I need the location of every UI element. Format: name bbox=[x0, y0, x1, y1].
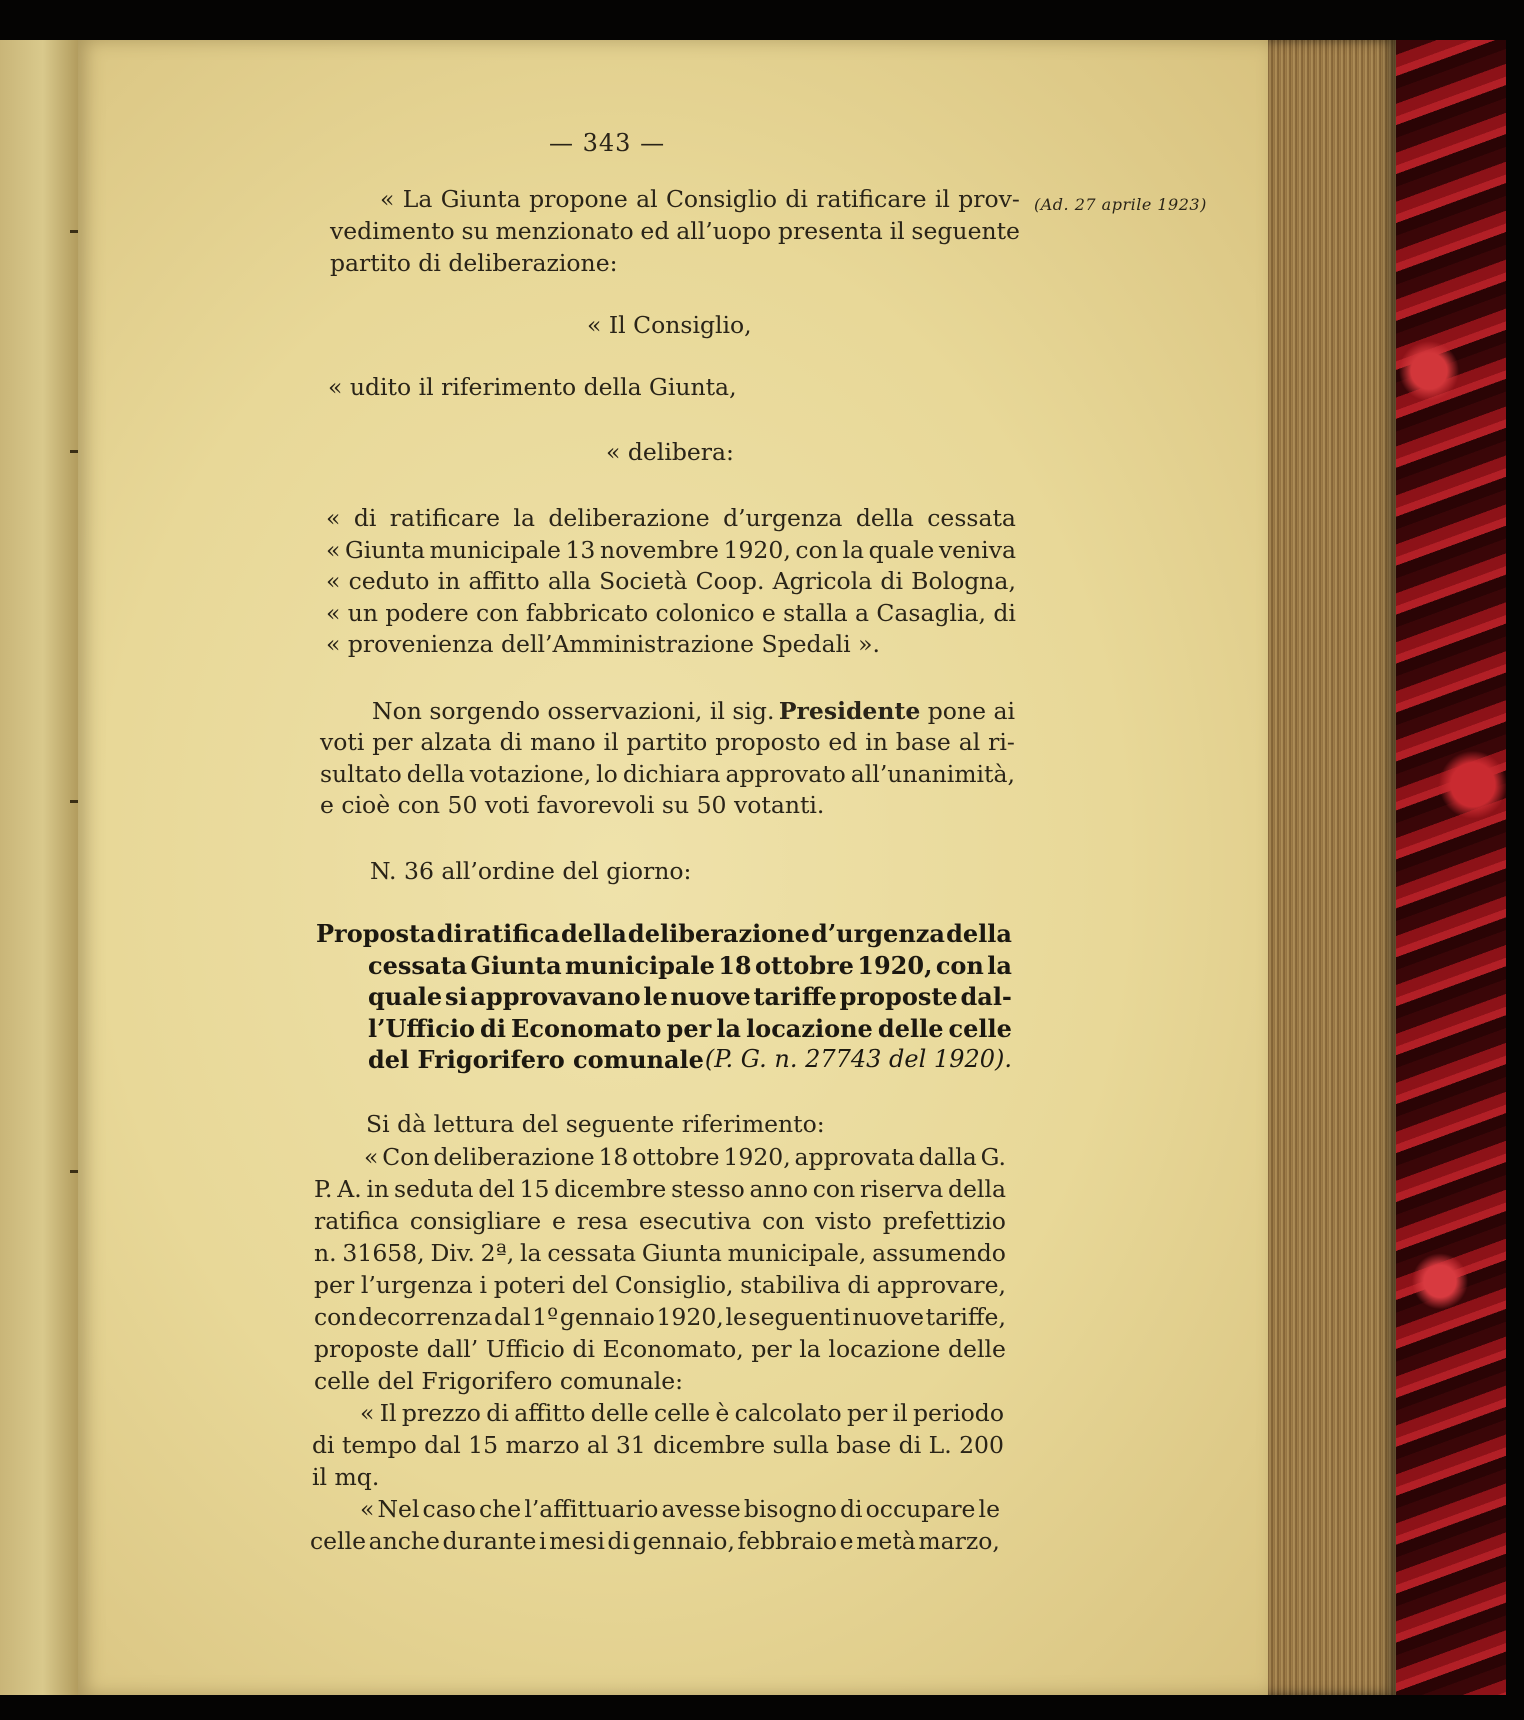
report-intro: Si dà lettura del seguente riferimento: bbox=[366, 1110, 825, 1138]
report-line: P. A. in seduta del 15 dicembre stesso anno con riserva della bbox=[314, 1175, 1006, 1203]
report-line: « Nel caso che l’affittuario avesse bisogno di occupare le bbox=[360, 1495, 1000, 1523]
resolution-consiglio: « Il Consiglio, bbox=[587, 311, 752, 339]
page-mark bbox=[70, 230, 78, 233]
intro-line: partito di deliberazione: bbox=[330, 249, 618, 277]
resolution-line: « Giunta municipale 13 novembre 1920, con la quale veniva bbox=[326, 536, 1016, 564]
page-mark bbox=[70, 800, 78, 803]
title-line: quale si approvavano le nuove tariffe proposte dal- bbox=[368, 982, 1012, 1011]
title-last-bold: del Frigorifero comunale bbox=[368, 1045, 704, 1074]
report-line: per l’urgenza i poteri del Consiglio, stabiliva di approvare, bbox=[314, 1271, 1006, 1299]
report-line: proposte dall’ Ufficio di Economato, per la locazione delle bbox=[314, 1335, 1006, 1363]
resolution-line: « di ratificare la deliberazione d’urgenza della cessata bbox=[326, 504, 1016, 532]
resolution-delibera: « delibera: bbox=[606, 438, 734, 466]
page-mark bbox=[70, 450, 78, 453]
report-line: di tempo dal 15 marzo al 31 dicembre sulla base di L. 200 bbox=[312, 1431, 1004, 1459]
resolution-line: « un podere con fabbricato colonico e stalla a Casaglia, di bbox=[326, 599, 1016, 627]
marbled-binding bbox=[1396, 40, 1506, 1695]
vote-line: voti per alzata di mano il partito proposto ed in base al ri- bbox=[320, 728, 1015, 756]
report-line: n. 31658, Div. 2ª, la cessata Giunta municipale, assumendo bbox=[314, 1239, 1006, 1267]
resolution-line: « provenienza dell’Amministrazione Spedali ». bbox=[326, 630, 880, 658]
page-stack-edge bbox=[1268, 40, 1396, 1695]
resolution-udito: « udito il riferimento della Giunta, bbox=[328, 373, 737, 401]
intro-line: vedimento su menzionato ed all’uopo presenta il seguente bbox=[330, 217, 1020, 245]
left-page-edge bbox=[0, 40, 78, 1695]
report-line: celle del Frigorifero comunale: bbox=[314, 1367, 684, 1395]
page-number: — 343 — bbox=[549, 129, 666, 157]
report-line: « Il prezzo di affitto delle celle è calcolato per il periodo bbox=[360, 1399, 1004, 1427]
title-line: l’Ufficio di Economato per la locazione delle celle bbox=[368, 1013, 1012, 1043]
resolution-line: « ceduto in affitto alla Società Coop. Agricola di Bologna, bbox=[326, 567, 1016, 595]
margin-date-note: (Ad. 27 aprile 1923) bbox=[1034, 195, 1207, 214]
presidente-name: Presidente bbox=[778, 697, 921, 725]
report-line: ratifica consigliare e resa esecutiva con visto prefettizio bbox=[314, 1207, 1006, 1235]
agenda-item-title bbox=[316, 918, 1016, 1076]
vote-line: sultato della votazione, lo dichiara approvato all’unanimità, bbox=[320, 760, 1015, 788]
vote-first-line bbox=[372, 696, 1015, 728]
title-last-line bbox=[368, 1044, 1012, 1076]
report-line: « Con deliberazione 18 ottobre 1920, approvata dalla G. bbox=[364, 1143, 1006, 1171]
vote-text-start: Non sorgendo osservazioni, il sig. bbox=[372, 697, 775, 725]
report-line: celle anche durante i mesi di gennaio, febbraio e metà marzo, bbox=[310, 1527, 1000, 1555]
title-line: cessata Giunta municipale 18 ottobre 1920, con la bbox=[368, 950, 1012, 980]
agenda-item-label: N. 36 all’ordine del giorno: bbox=[370, 857, 692, 885]
report-line: il mq. bbox=[312, 1463, 380, 1491]
vote-line: e cioè con 50 voti favorevoli su 50 votanti. bbox=[320, 791, 825, 819]
vote-text-end: pone ai bbox=[927, 697, 1015, 725]
page-mark bbox=[70, 1170, 78, 1173]
title-reference: (P. G. n. 27743 del 1920). bbox=[704, 1045, 1012, 1073]
report-line: con decorrenza dal 1º gennaio 1920, le seguenti nuove tariffe, bbox=[314, 1303, 1006, 1331]
title-line: Proposta di ratifica della deliberazione d’urgenza della bbox=[316, 919, 1012, 948]
intro-line: « La Giunta propone al Consiglio di ratificare il prov- bbox=[380, 185, 1020, 213]
